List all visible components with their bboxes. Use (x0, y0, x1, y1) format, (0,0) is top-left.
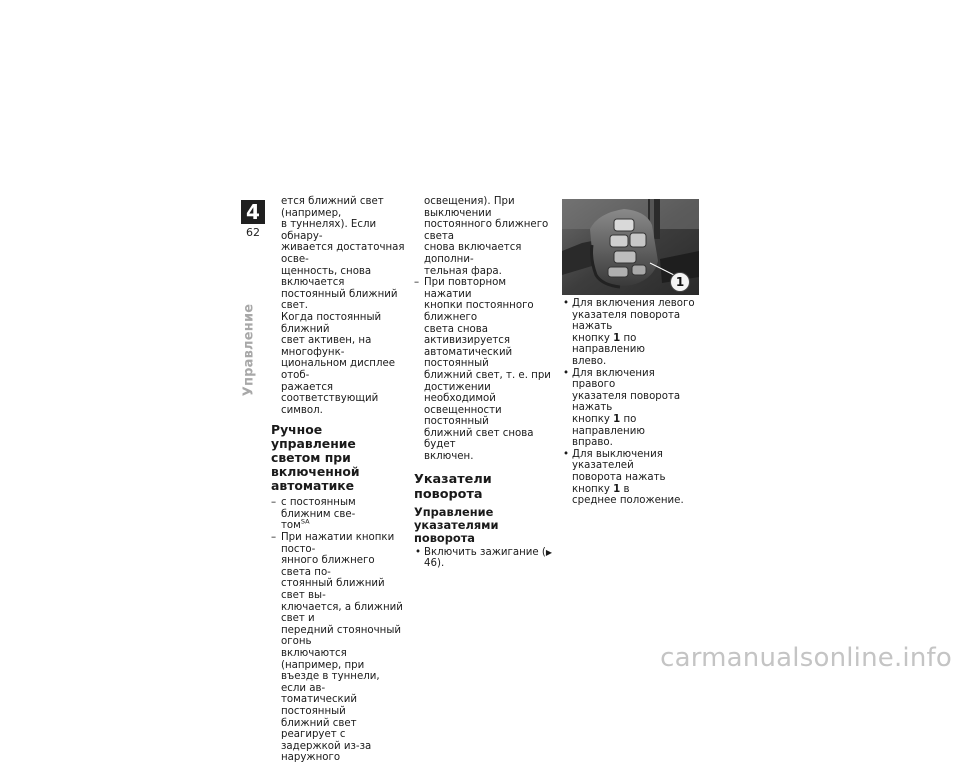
chapter-side-label: Управление (241, 303, 257, 397)
page-ref-link[interactable]: 46 (424, 558, 437, 570)
sa-superscript: SA (300, 518, 310, 527)
button-ref-1: 1 (613, 413, 621, 425)
page-ref-arrow-icon: ▶ (545, 547, 553, 557)
bullet-left-signal: • Для включения левого указателя поворота нажать кнопку 1 по направлению влево. (562, 298, 700, 368)
text-column-1 (271, 196, 407, 764)
dash-item-repeat-press: – При повторном нажатии кнопки постоянного ближнего света снова активизируется автоматический постоянный ближний свет, т. е. при достижении необходимой освещенности постоянный ближний свет снова будет включен. (414, 277, 556, 463)
section-heading-turn-signals: Указатели поворота (414, 471, 492, 502)
chapter-number: 4 (241, 200, 265, 224)
handlebar-switch-photo (562, 199, 699, 295)
bullet-right-signal: • Для включения правого указателя поворота нажать кнопку 1 по направлению вправо. (562, 368, 700, 449)
continued-paragraph: ется ближний свет (например, в туннелях). Если обнару- живается достаточная осве- щенность, снова включается постоянный ближний свет. Когда постоянный ближний свет активен, на многофунк- циональном дисплее отоб- ражается соответствующий символ. (281, 196, 405, 416)
page-number: 62 (246, 226, 260, 239)
text-column-2 (414, 196, 556, 570)
button-ref-1: 1 (613, 332, 621, 344)
dash-item-button-press: – При нажатии кнопки посто- янного ближнего света по- стоянный ближний свет вы- ключается, а ближний свет и передний стояночный огонь включаются (например, при въезде в туннели, если ав- томатический постоянный ближний свет реагирует с задержкой из-за наружного (271, 532, 407, 764)
bullet-signal-off: • Для выключения указателей поворота нажать кнопку 1 в среднее положение. (562, 449, 700, 507)
section-heading-manual-light: Ручное управление светом при включенной автоматике (271, 422, 360, 494)
callout-marker-1: 1 (670, 272, 690, 292)
subsection-heading-turn-signal-control: Управление указателями поворота (414, 504, 499, 545)
text-column-3 (562, 298, 700, 507)
button-ref-1: 1 (613, 483, 621, 495)
dash-item-sa: – с постоянным ближним све- том$^{SA}$ (271, 497, 407, 532)
watermark-text: carmanualsonline.info (660, 643, 952, 673)
bullet-ignition: • Включить зажигание (▶ 46). (414, 547, 556, 570)
continued-dash-paragraph: освещения). При выключении постоянного ближнего света снова включается дополни- тельная фара. (424, 196, 549, 277)
